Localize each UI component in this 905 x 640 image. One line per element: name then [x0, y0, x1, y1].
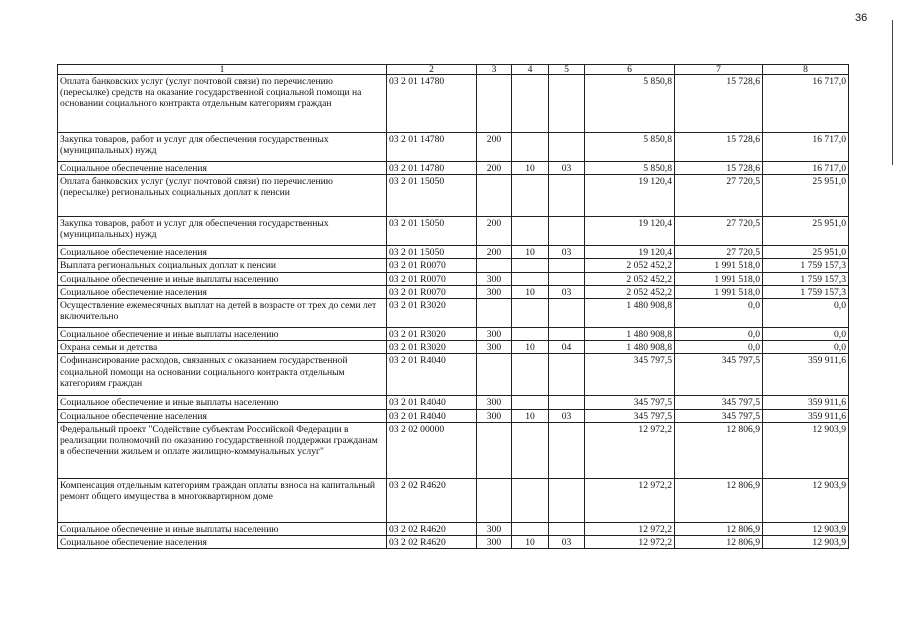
- subsection-cell: [549, 133, 585, 162]
- amount-col7-cell: 15 728,6: [675, 162, 763, 175]
- amount-col7-cell: 27 720,5: [675, 246, 763, 259]
- expense-name-cell: Оплата банковских услуг (услуг почтовой связи) по перечислению (пересылке) региональных социальных доплат к пенсии: [58, 175, 387, 217]
- table-row: [58, 422, 849, 478]
- expense-type-cell: 300: [477, 272, 512, 285]
- amount-col8-cell: 12 903,9: [763, 536, 849, 549]
- amount-col8-cell: 359 911,6: [763, 396, 849, 409]
- header-cell: 4: [512, 65, 549, 75]
- section-cell: [512, 272, 549, 285]
- amount-col6-cell: 1 480 908,8: [585, 341, 675, 354]
- table-row: [58, 175, 849, 217]
- target-code-cell: 03 2 01 15050: [387, 246, 477, 259]
- expense-type-cell: 300: [477, 409, 512, 422]
- amount-col7-cell: 12 806,9: [675, 536, 763, 549]
- amount-col8-cell: 12 903,9: [763, 478, 849, 522]
- table-row: [58, 341, 849, 354]
- amount-col7-cell: 27 720,5: [675, 175, 763, 217]
- header-cell: 7: [675, 65, 763, 75]
- target-code-cell: 03 2 01 15050: [387, 217, 477, 246]
- amount-col6-cell: 5 850,8: [585, 75, 675, 133]
- section-cell: [512, 354, 549, 396]
- amount-col8-cell: 359 911,6: [763, 409, 849, 422]
- amount-col6-cell: 345 797,5: [585, 396, 675, 409]
- amount-col7-cell: 345 797,5: [675, 354, 763, 396]
- expense-name-cell: Социальное обеспечение и иные выплаты населению: [58, 272, 387, 285]
- target-code-cell: 03 2 02 R4620: [387, 536, 477, 549]
- amount-col7-cell: 0,0: [675, 341, 763, 354]
- amount-col6-cell: 2 052 452,2: [585, 272, 675, 285]
- expense-type-cell: [477, 175, 512, 217]
- subsection-cell: [549, 478, 585, 522]
- section-cell: [512, 175, 549, 217]
- amount-col8-cell: 0,0: [763, 341, 849, 354]
- expense-type-cell: 200: [477, 217, 512, 246]
- target-code-cell: 03 2 01 R3020: [387, 328, 477, 341]
- table-row: [58, 272, 849, 285]
- section-cell: [512, 75, 549, 133]
- target-code-cell: 03 2 01 R0070: [387, 259, 477, 272]
- expense-name-cell: Выплата региональных социальных доплат к пенсии: [58, 259, 387, 272]
- table-body: [58, 75, 849, 549]
- header-row: [58, 65, 849, 75]
- amount-col8-cell: 16 717,0: [763, 133, 849, 162]
- target-code-cell: 03 2 01 R3020: [387, 299, 477, 328]
- section-cell: 10: [512, 536, 549, 549]
- expense-type-cell: [477, 299, 512, 328]
- section-cell: [512, 396, 549, 409]
- amount-col6-cell: 5 850,8: [585, 162, 675, 175]
- subsection-cell: 03: [549, 409, 585, 422]
- expense-type-cell: [477, 259, 512, 272]
- amount-col6-cell: 345 797,5: [585, 354, 675, 396]
- section-cell: [512, 259, 549, 272]
- header-cell: 3: [477, 65, 512, 75]
- amount-col6-cell: 5 850,8: [585, 133, 675, 162]
- subsection-cell: [549, 354, 585, 396]
- subsection-cell: [549, 175, 585, 217]
- subsection-cell: [549, 299, 585, 328]
- section-cell: [512, 478, 549, 522]
- amount-col6-cell: 19 120,4: [585, 217, 675, 246]
- amount-col8-cell: 25 951,0: [763, 217, 849, 246]
- expense-name-cell: Социальное обеспечение населения: [58, 246, 387, 259]
- amount-col8-cell: 1 759 157,3: [763, 272, 849, 285]
- table-row: [58, 162, 849, 175]
- expense-name-cell: Социальное обеспечение и иные выплаты населению: [58, 522, 387, 535]
- expense-name-cell: Социальное обеспечение населения: [58, 536, 387, 549]
- amount-col8-cell: 25 951,0: [763, 175, 849, 217]
- target-code-cell: 03 2 01 R3020: [387, 341, 477, 354]
- expense-name-cell: Осуществление ежемесячных выплат на детей в возрасте от трех до семи лет включительно: [58, 299, 387, 328]
- expense-type-cell: 300: [477, 536, 512, 549]
- amount-col7-cell: 1 991 518,0: [675, 285, 763, 298]
- amount-col8-cell: 16 717,0: [763, 162, 849, 175]
- amount-col6-cell: 12 972,2: [585, 422, 675, 478]
- expense-name-cell: Социальное обеспечение населения: [58, 409, 387, 422]
- subsection-cell: [549, 396, 585, 409]
- section-cell: 10: [512, 162, 549, 175]
- amount-col6-cell: 1 480 908,8: [585, 328, 675, 341]
- amount-col7-cell: 12 806,9: [675, 478, 763, 522]
- amount-col8-cell: 359 911,6: [763, 354, 849, 396]
- header-cell: 5: [549, 65, 585, 75]
- header-cell: 8: [763, 65, 849, 75]
- expense-name-cell: Охрана семьи и детства: [58, 341, 387, 354]
- expense-type-cell: 200: [477, 133, 512, 162]
- expense-type-cell: 300: [477, 328, 512, 341]
- expense-type-cell: 300: [477, 396, 512, 409]
- table-row: [58, 133, 849, 162]
- expense-type-cell: [477, 422, 512, 478]
- table-row: [58, 328, 849, 341]
- amount-col7-cell: 15 728,6: [675, 133, 763, 162]
- subsection-cell: 03: [549, 285, 585, 298]
- target-code-cell: 03 2 02 R4620: [387, 478, 477, 522]
- page-edge-line: [892, 20, 893, 165]
- subsection-cell: [549, 259, 585, 272]
- expense-type-cell: [477, 75, 512, 133]
- amount-col8-cell: 0,0: [763, 328, 849, 341]
- target-code-cell: 03 2 01 R0070: [387, 285, 477, 298]
- amount-col8-cell: 0,0: [763, 299, 849, 328]
- expense-type-cell: 300: [477, 522, 512, 535]
- section-cell: [512, 522, 549, 535]
- amount-col6-cell: 12 972,2: [585, 522, 675, 535]
- expense-type-cell: 300: [477, 341, 512, 354]
- amount-col8-cell: 16 717,0: [763, 75, 849, 133]
- table-row: [58, 409, 849, 422]
- amount-col8-cell: 1 759 157,3: [763, 259, 849, 272]
- table-row: [58, 478, 849, 522]
- header-cell: 1: [58, 65, 387, 75]
- amount-col8-cell: 12 903,9: [763, 422, 849, 478]
- subsection-cell: [549, 328, 585, 341]
- amount-col6-cell: 19 120,4: [585, 175, 675, 217]
- subsection-cell: 03: [549, 162, 585, 175]
- section-cell: [512, 299, 549, 328]
- amount-col7-cell: 15 728,6: [675, 75, 763, 133]
- section-cell: [512, 422, 549, 478]
- table-row: [58, 75, 849, 133]
- amount-col7-cell: 345 797,5: [675, 396, 763, 409]
- subsection-cell: 04: [549, 341, 585, 354]
- amount-col6-cell: 2 052 452,2: [585, 285, 675, 298]
- target-code-cell: 03 2 01 15050: [387, 175, 477, 217]
- expense-type-cell: [477, 478, 512, 522]
- section-cell: 10: [512, 409, 549, 422]
- amount-col6-cell: 2 052 452,2: [585, 259, 675, 272]
- subsection-cell: [549, 75, 585, 133]
- table-row: [58, 536, 849, 549]
- expense-type-cell: 200: [477, 162, 512, 175]
- subsection-cell: [549, 522, 585, 535]
- budget-table: [57, 64, 849, 549]
- target-code-cell: 03 2 01 14780: [387, 162, 477, 175]
- table-row: [58, 299, 849, 328]
- expense-type-cell: [477, 354, 512, 396]
- amount-col7-cell: 12 806,9: [675, 422, 763, 478]
- table-row: [58, 246, 849, 259]
- expense-name-cell: Компенсация отдельным категориям граждан оплаты взноса на капитальный ремонт общего имущества в многоквартирном доме: [58, 478, 387, 522]
- subsection-cell: [549, 217, 585, 246]
- amount-col6-cell: 19 120,4: [585, 246, 675, 259]
- section-cell: 10: [512, 246, 549, 259]
- page-number: 36: [855, 12, 868, 24]
- amount-col6-cell: 1 480 908,8: [585, 299, 675, 328]
- table-row: [58, 285, 849, 298]
- table-row: [58, 396, 849, 409]
- amount-col8-cell: 25 951,0: [763, 246, 849, 259]
- expense-name-cell: Софинансирование расходов, связанных с оказанием государственной социальной помощи на основании социального контракта отдельным категориям граждан: [58, 354, 387, 396]
- amount-col6-cell: 12 972,2: [585, 536, 675, 549]
- amount-col7-cell: 27 720,5: [675, 217, 763, 246]
- subsection-cell: 03: [549, 536, 585, 549]
- expense-name-cell: Закупка товаров, работ и услуг для обеспечения государственных (муниципальных) нужд: [58, 133, 387, 162]
- amount-col7-cell: 1 991 518,0: [675, 259, 763, 272]
- amount-col8-cell: 1 759 157,3: [763, 285, 849, 298]
- amount-col7-cell: 12 806,9: [675, 522, 763, 535]
- amount-col7-cell: 0,0: [675, 299, 763, 328]
- target-code-cell: 03 2 01 R4040: [387, 354, 477, 396]
- header-cell: 2: [387, 65, 477, 75]
- target-code-cell: 03 2 01 R0070: [387, 272, 477, 285]
- expense-name-cell: Социальное обеспечение и иные выплаты населению: [58, 396, 387, 409]
- section-cell: [512, 133, 549, 162]
- target-code-cell: 03 2 02 R4620: [387, 522, 477, 535]
- expense-type-cell: 200: [477, 246, 512, 259]
- header-cell: 6: [585, 65, 675, 75]
- target-code-cell: 03 2 01 14780: [387, 133, 477, 162]
- subsection-cell: [549, 422, 585, 478]
- section-cell: 10: [512, 285, 549, 298]
- table-row: [58, 259, 849, 272]
- amount-col7-cell: 0,0: [675, 328, 763, 341]
- subsection-cell: 03: [549, 246, 585, 259]
- target-code-cell: 03 2 01 R4040: [387, 396, 477, 409]
- amount-col6-cell: 12 972,2: [585, 478, 675, 522]
- section-cell: [512, 328, 549, 341]
- amount-col6-cell: 345 797,5: [585, 409, 675, 422]
- expense-type-cell: 300: [477, 285, 512, 298]
- expense-name-cell: Социальное обеспечение населения: [58, 162, 387, 175]
- target-code-cell: 03 2 02 00000: [387, 422, 477, 478]
- table-row: [58, 522, 849, 535]
- subsection-cell: [549, 272, 585, 285]
- table-row: [58, 217, 849, 246]
- expense-name-cell: Социальное обеспечение населения: [58, 285, 387, 298]
- amount-col7-cell: 345 797,5: [675, 409, 763, 422]
- target-code-cell: 03 2 01 14780: [387, 75, 477, 133]
- expense-name-cell: Закупка товаров, работ и услуг для обеспечения государственных (муниципальных) нужд: [58, 217, 387, 246]
- target-code-cell: 03 2 01 R4040: [387, 409, 477, 422]
- section-cell: [512, 217, 549, 246]
- expense-name-cell: Федеральный проект "Содействие субъектам Российской Федерации в реализации полномочий по оказанию государственной поддержки гражданам в обеспечении жильем и оплате жилищно-коммунальных услуг": [58, 422, 387, 478]
- table-row: [58, 354, 849, 396]
- expense-name-cell: Оплата банковских услуг (услуг почтовой связи) по перечислению (пересылке) средств на оказание государственной социальной помощи на основании социального контракта отдельным категориям граждан: [58, 75, 387, 133]
- amount-col7-cell: 1 991 518,0: [675, 272, 763, 285]
- expense-name-cell: Социальное обеспечение и иные выплаты населению: [58, 328, 387, 341]
- section-cell: 10: [512, 341, 549, 354]
- amount-col8-cell: 12 903,9: [763, 522, 849, 535]
